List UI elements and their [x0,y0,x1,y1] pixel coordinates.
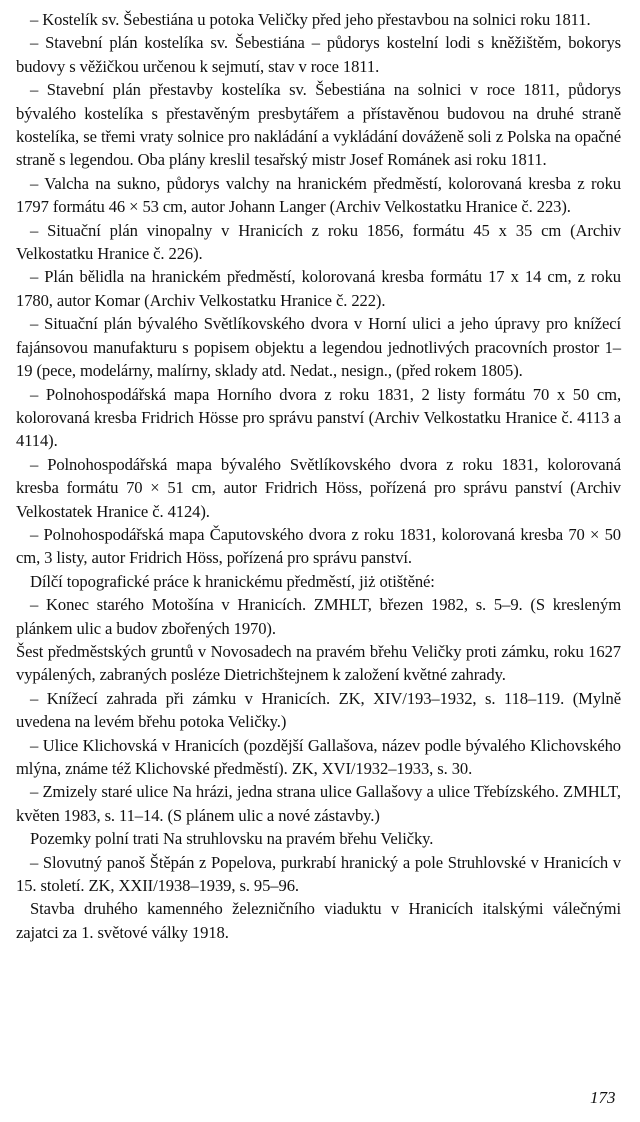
paragraph: – Knížecí zahrada při zámku v Hranicích. ZK, XIV/193–1932, s. 118–119. (Mylně uvedena na levém břehu potoka Veličky.) [16,688,621,732]
paragraph: – Stavební plán kostelíka sv. Šebestiána – půdorys kostelní lodi s kněžištěm, bokorys budovy s věžičkou určenou k sejmutí, stav v roce 1811. [16,33,621,76]
paragraph: – Slovutný panoš Štěpán z Popelova, purkrabí hranický a pole Struhlovské v Hranicích v 15. století. ZK, XXII/1938–1939, s. 95–96. [16,852,621,896]
paragraph: – Kostelík sv. Šebestiána u potoka Veličky před jeho přestavbou na solnici roku 1811. [30,10,591,29]
paragraph: Dílčí topografické práce k hranickému předměstí, jiż otištěné: [30,571,435,591]
paragraph: – Polnohospodářská mapa bývalého Světlíkovského dvora z roku 1831, kolorovaná kresba formátu 70 × 51 cm, autor Fridrich Höss, pořízená pro správu panství (Archiv Velkostatek Hranice č. 4124). [16,454,621,521]
paragraph: Pozemky polní trati Na struhlovsku na pravém břehu Veličky. [30,829,434,849]
page-body [16,8,621,944]
paragraph: – Valcha na sukno, půdorys valchy na hranickém předměstí, kolorovaná kresba z roku 1797 formátu 46 × 53 cm, autor Johann Langer (Archiv Velkostatku Hranice č. 223). [16,173,621,217]
paragraph: – Plán bělidla na hranickém předměstí, kolorovaná kresba formátu 17 x 14 cm, z roku 1780, autor Komar (Archiv Velkostatku Hranice č. 222). [16,267,621,310]
paragraph: – Polnohospodářská mapa Horního dvora z roku 1831, 2 listy formátu 70 x 50 cm, kolorovaná kresba Fridrich Hösse pro správu panství (Archiv Velkostatku Hranice č. 4113 a 4114). [16,384,621,451]
paragraph: Stavba druhého kamenného železničního viaduktu v Hranicích italskými válečnými zajatci za 1. světové války 1918. [16,899,621,942]
page-number: 173 [590,1088,616,1107]
paragraph: Šest předměstských gruntů v Novosadech na pravém břehu Veličky proti zámku, roku 1627 vypálených, zabraných posléze Dietrichštejnem k založení květné zahrady. [16,641,621,685]
paragraph: – Situační plán bývalého Světlíkovského dvora v Horní ulici a jeho úpravy pro knížecí fajánsovou manufakturu s popisem objektu a legendou jednotlivých pracovních prostor 1–19 (pece, modelárny, malírny, sklady atd. Nedat., nesign., (před rokem 1805). [16,314,621,381]
paragraph: – Situační plán vinopalny v Hranicích z roku 1856, formátu 45 x 35 cm (Archiv Velkostatku Hranice č. 226). [16,220,621,264]
paragraph: – Stavební plán přestavby kostelíka sv. Šebestiána na solnici v roce 1811, půdorys bývalého kostelíka s přestavěným presbytářem a přístavěnou budovou na druhé straně kostelíka, se třemi vraty solnice pro nakládání a vykládání dováženě soli z Polska na opačné straně s legendou. Oba plány kreslil tesařský mistr Josef Románek asi roku 1811. [16,80,621,170]
paragraph: – Polnohospodářská mapa Čaputovského dvora z roku 1831, kolorovaná kresba 70 × 50 cm, 3 listy, autor Fridrich Höss, pořízená pro správu panství. [16,524,621,568]
paragraph: – Ulice Klichovská v Hranicích (pozdější Gallašova, název podle bývalého Klichovského mlýna, známe též Klichovské předměstí). ZK, XVI/1932–1933, s. 30. [16,735,621,778]
paragraph: – Konec starého Motošína v Hranicích. ZMHLT, březen 1982, s. 5–9. (S kresleným plánkem ulic a budov zbořených 1970). [16,595,621,638]
paragraph: – Zmizely staré ulice Na hrázi, jedna strana ulice Gallašovy a ulice Třebízského. ZMHLT, květen 1983, s. 11–14. (S plánem ulic a nové zástavby.) [16,782,621,825]
